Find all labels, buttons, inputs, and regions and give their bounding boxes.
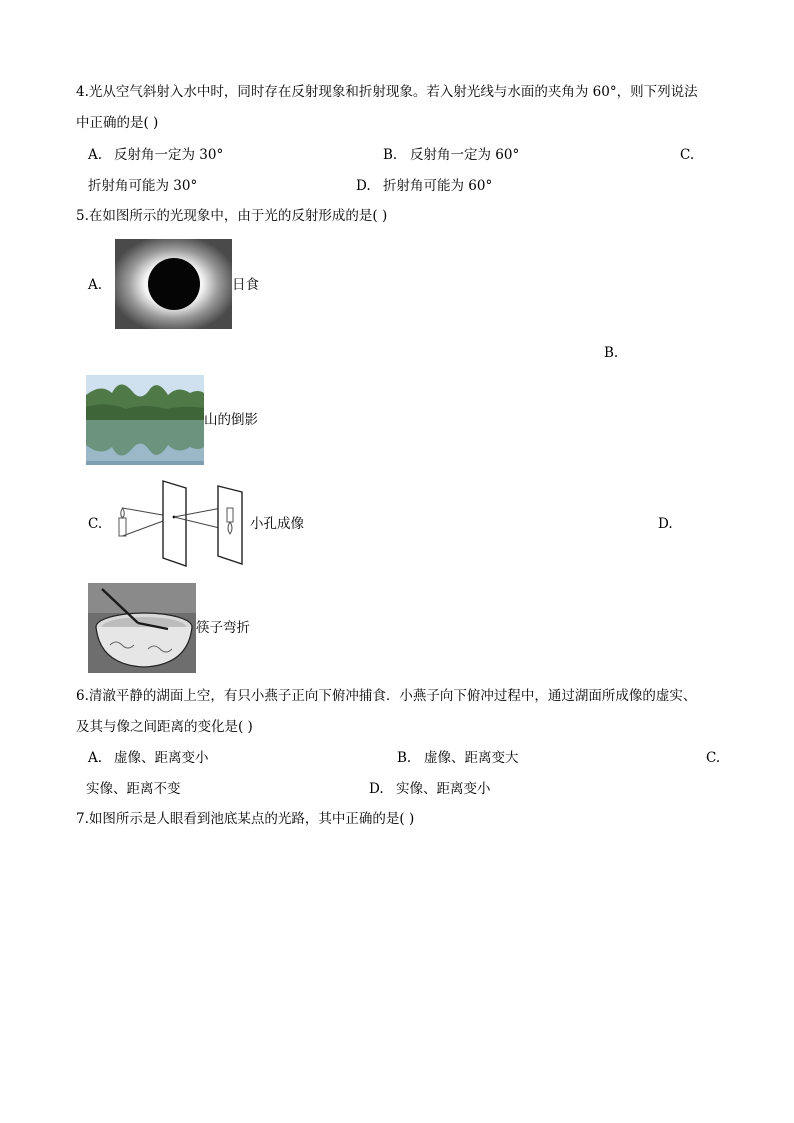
q5-option-d-caption: 筷子弯折 xyxy=(196,620,250,636)
q4-option-c-text: 折射角可能为 30° xyxy=(88,178,198,194)
q5-option-c-caption: 小孔成像 xyxy=(250,516,304,532)
q6-option-c-label: C. xyxy=(706,750,721,766)
q6-option-d-text: 实像、距离变小 xyxy=(396,781,491,797)
q5-option-b-caption: 山的倒影 xyxy=(204,412,258,428)
q6-option-a-text: 虚像、距离变小 xyxy=(114,750,209,766)
q4-option-a-text: 反射角一定为 30° xyxy=(114,147,224,163)
q4-option-b-label: B. xyxy=(383,147,398,163)
q6-option-b-label: B. xyxy=(397,750,412,766)
q6-option-b-text: 虚像、距离变大 xyxy=(424,750,519,766)
q6-option-a-label: A. xyxy=(88,750,103,766)
q4-option-d-text: 折射角可能为 60° xyxy=(383,178,493,194)
q5-stem: 5.在如图所示的光现象中，由于光的反射形成的是( ) xyxy=(76,208,388,224)
q7-stem: 7.如图所示是人眼看到池底某点的光路，其中正确的是( ) xyxy=(76,811,415,827)
q5-option-a-caption: 日食 xyxy=(232,277,259,293)
q4-stem-line2: 中正确的是( ) xyxy=(76,115,159,131)
q4-stem-line1: 4.光从空气斜射入水中时，同时存在反射现象和折射现象。若入射光线与水面的夹角为 60°，则下列说法 xyxy=(76,84,698,100)
q6-stem-line1: 6.清澈平静的湖面上空，有只小燕子正向下俯冲捕食．小燕子向下俯冲过程中，通过湖面所成像的虚实、 xyxy=(76,688,697,704)
solar-eclipse-image xyxy=(115,239,232,329)
q5-option-b-label: B. xyxy=(604,345,619,361)
q4-option-b-text: 反射角一定为 60° xyxy=(410,147,520,163)
q6-stem-line2: 及其与像之间距离的变化是( ) xyxy=(76,719,253,735)
pinhole-camera-image xyxy=(110,478,250,568)
q4-option-c-label: C. xyxy=(680,147,695,163)
q4-option-a-label: A. xyxy=(88,147,103,163)
q6-option-d-label: D. xyxy=(369,781,384,797)
q6-option-c-text: 实像、距离不变 xyxy=(86,781,181,797)
bent-chopsticks-bowl-image xyxy=(88,583,196,673)
q4-option-d-label: D. xyxy=(356,178,371,194)
mountain-reflection-image xyxy=(86,375,204,465)
q5-option-c-label: C. xyxy=(88,516,103,532)
q5-option-d-label: D. xyxy=(658,516,673,532)
q5-option-a-label: A. xyxy=(88,277,103,293)
